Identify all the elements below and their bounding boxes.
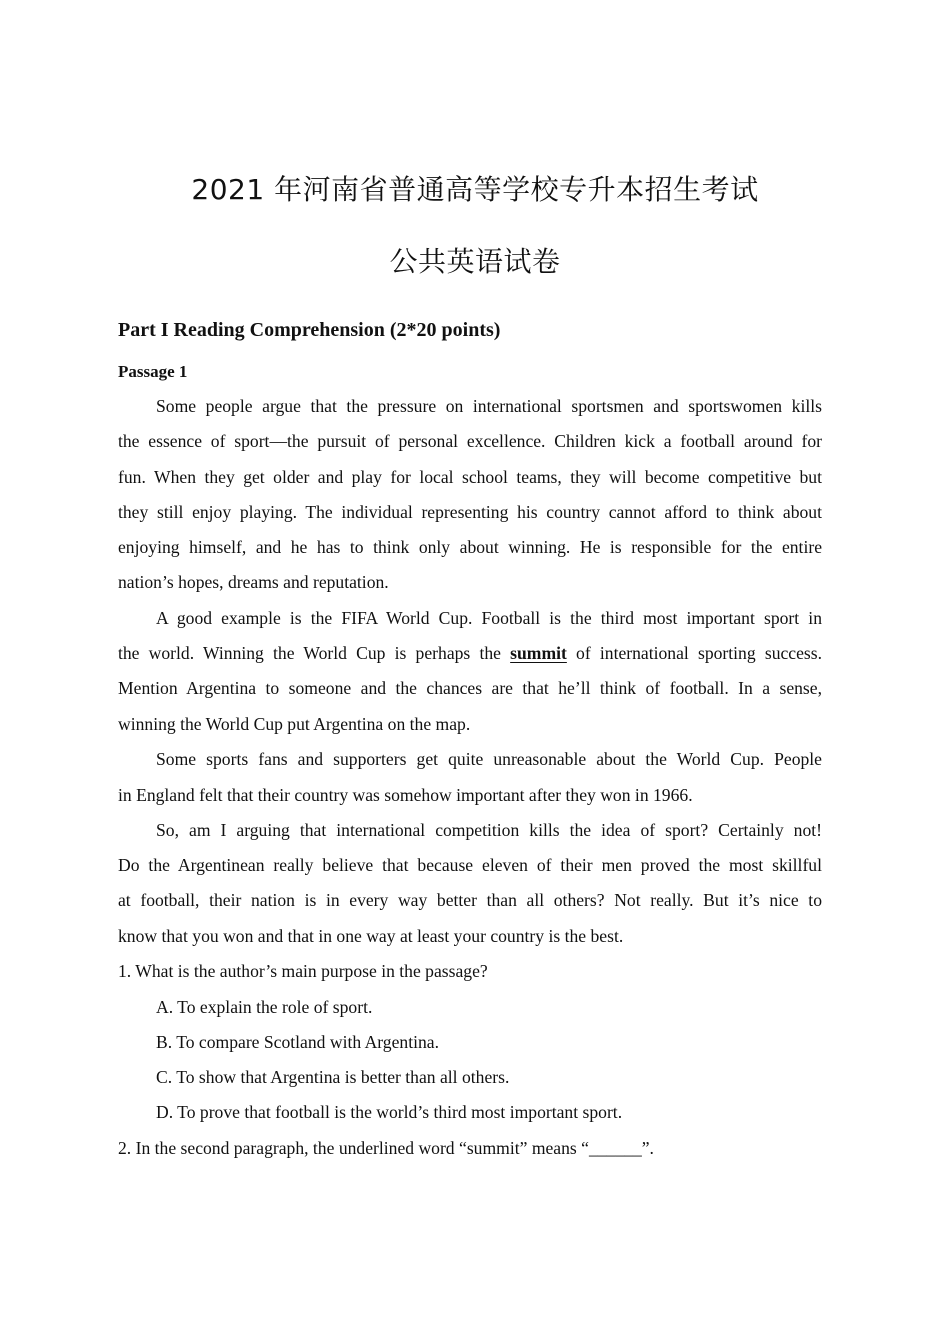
exam-title: 2021 年河南省普通高等学校专升本招生考试: [191, 173, 759, 206]
paragraph-1-line-2: the essence of sport—the pursuit of personal excellence. Children kick a football around for: [118, 431, 822, 451]
underlined-word-summit: summit: [510, 643, 567, 663]
paragraph-4-line-1: So, am I arguing that international competition kills the idea of sport? Certainly not!: [156, 820, 822, 840]
paragraph-1-line-5: enjoying himself, and he has to think only about winning. He is responsible for the entire: [118, 537, 822, 557]
paragraph-2-text-before: the world. Winning the World Cup is perhaps the: [118, 643, 511, 663]
paragraph-2-text-after: of international sporting success.: [566, 643, 823, 663]
paragraph-2-line-3: Mention Argentina to someone and the chances are that he’ll think of football. In a sense,: [118, 678, 822, 698]
paragraph-4-line-4: know that you won and that in one way at least your country is the best.: [118, 926, 624, 946]
question-1-stem: 1. What is the author’s main purpose in the passage?: [118, 961, 488, 981]
paragraph-4-line-3: at football, their nation is in every way better than all others? Not really. But it’s nice to: [118, 890, 822, 910]
paragraph-1-line-4: they still enjoy playing. The individual representing his country cannot afford to think about: [118, 502, 822, 522]
question-2-stem: 2. In the second paragraph, the underlined word “summit” means “______”.: [118, 1138, 654, 1158]
paragraph-1-line-3: fun. When they get older and play for local school teams, they will become competitive but: [118, 467, 822, 487]
question-1-option-a: A. To explain the role of sport.: [156, 997, 373, 1017]
exam-subtitle: 公共英语试卷: [389, 245, 561, 278]
question-1-option-c: C. To show that Argentina is better than all others.: [156, 1067, 510, 1087]
paragraph-1-line-6: nation’s hopes, dreams and reputation.: [118, 572, 389, 592]
question-1-option-d: D. To prove that football is the world’s third most important sport.: [156, 1102, 623, 1122]
paragraph-2-line-4: winning the World Cup put Argentina on the map.: [118, 714, 471, 734]
question-1-option-b: B. To compare Scotland with Argentina.: [156, 1032, 439, 1052]
paragraph-2-line-1: A good example is the FIFA World Cup. Football is the third most important sport in: [156, 608, 822, 628]
paragraph-2-line-2: [118, 642, 822, 664]
paragraph-3-line-2: in England felt that their country was somehow important after they won in 1966.: [118, 785, 693, 805]
part-heading: Part I Reading Comprehension (2*20 points): [118, 319, 501, 341]
paragraph-4-line-2: Do the Argentinean really believe that because eleven of their men proved the most skillful: [118, 855, 822, 875]
paragraph-1-line-1: Some people argue that the pressure on international sportsmen and sportswomen kills: [156, 396, 822, 416]
paragraph-3-line-1: Some sports fans and supporters get quite unreasonable about the World Cup. People: [156, 749, 822, 769]
passage-heading: Passage 1: [118, 362, 188, 381]
